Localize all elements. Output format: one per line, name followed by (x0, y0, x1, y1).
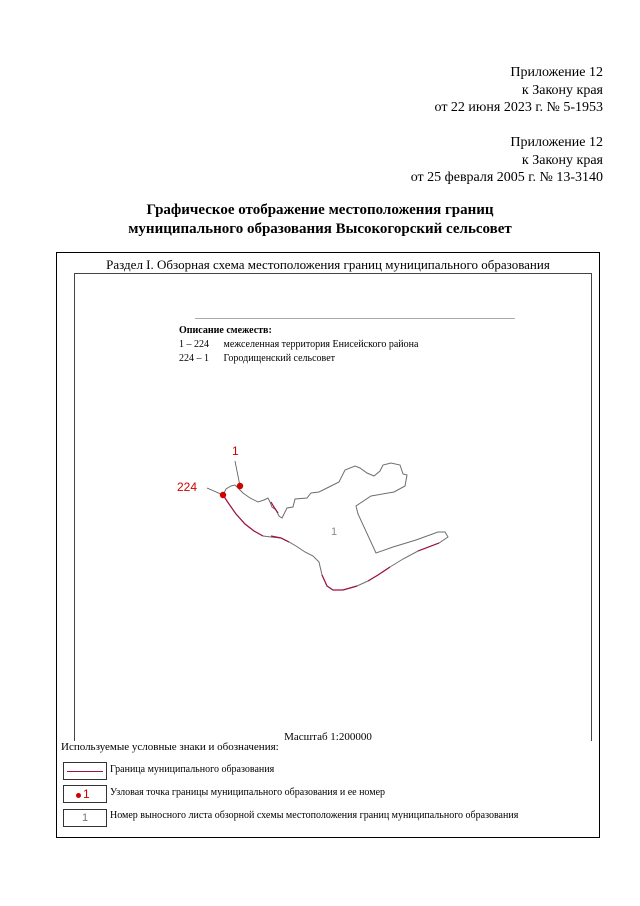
schema-frame (56, 252, 600, 838)
appendix-block-original (411, 134, 603, 187)
map-frame (74, 273, 592, 741)
title-line: Графическое отображение местоположения границ (146, 202, 494, 218)
boundary-segment (322, 575, 357, 590)
appendix-line: Приложение 12 (510, 135, 603, 150)
boundary-point-marker (220, 492, 226, 498)
map-scale: Масштаб 1:200000 (284, 731, 372, 743)
boundary-segment (418, 543, 439, 551)
document-title (0, 201, 640, 239)
appendix-line: Приложение 12 (510, 65, 603, 80)
appendix-line: от 22 июня 2023 г. № 5-1953 (434, 100, 603, 115)
adjacency-title: Описание смежеств: (179, 325, 272, 336)
section-title: Раздел I. Обзорная схема местоположения границ муниципального образования (106, 257, 550, 272)
point-number-symbol: 1 (83, 787, 90, 801)
appendix-block-current (435, 64, 604, 117)
title-line: муниципального образования Высокогорский сельсовет (128, 221, 512, 237)
leader-line (235, 461, 240, 486)
boundary-map (75, 274, 591, 741)
boundary-point-label: 224 (177, 480, 198, 494)
boundary-segment (271, 536, 289, 542)
legend-boundary-symbol (63, 762, 107, 780)
legend-title: Используемые условные знаки и обозначения: (61, 741, 279, 753)
boundary-segment (368, 567, 390, 581)
appendix-line: к Закону края (521, 82, 603, 98)
adjacency-code: 224 – 1 (179, 353, 209, 364)
adjacency-code: 1 – 224 (179, 339, 209, 350)
legend-sheet-symbol (63, 809, 107, 827)
boundary-point-label: 1 (232, 444, 239, 458)
appendix-line: к Закону края (521, 152, 603, 168)
sheet-number-label: 1 (331, 526, 338, 538)
point-dot-symbol (76, 793, 81, 798)
adjacency-text: межселенная территория Енисейского района (223, 339, 419, 350)
legend-text: Узловая точка границы муниципального образования и ее номер (110, 787, 386, 798)
appendix-line: от 25 февраля 2005 г. № 13-3140 (410, 170, 603, 185)
sheet-number-symbol: 1 (81, 812, 89, 824)
legend-point-symbol (63, 785, 107, 803)
boundary-point-marker (237, 483, 243, 489)
boundary-line-symbol (67, 771, 103, 772)
legend-text: Номер выносного листа обзорной схемы местоположения границ муниципального образования (110, 810, 519, 821)
legend-text: Граница муниципального образования (110, 764, 275, 775)
adjacency-text: Городищенский сельсовет (223, 353, 336, 364)
